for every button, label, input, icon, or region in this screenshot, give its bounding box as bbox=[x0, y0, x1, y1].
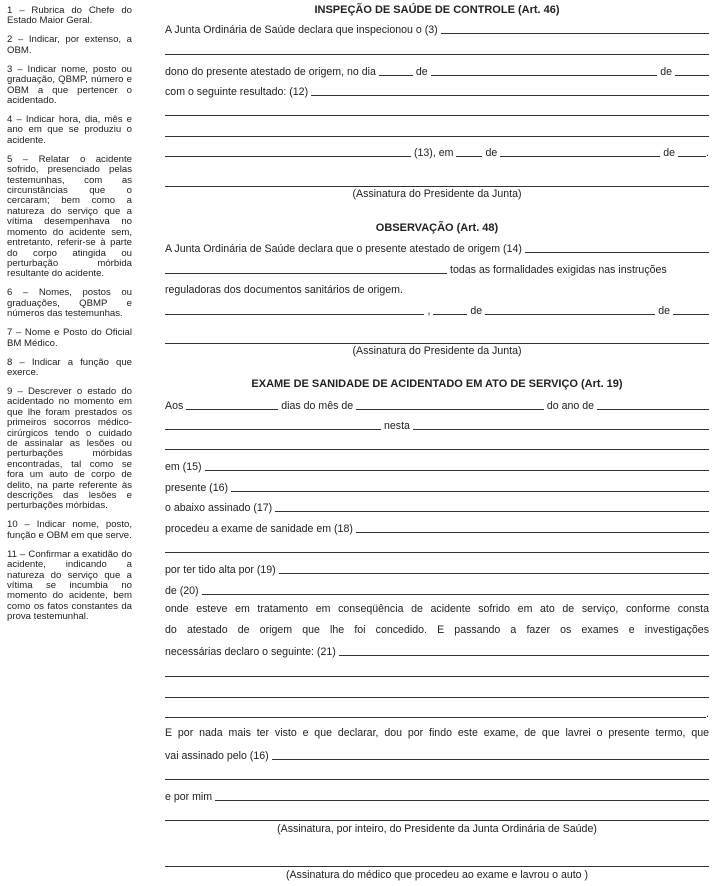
form-row bbox=[165, 706, 709, 720]
fill-line[interactable] bbox=[165, 717, 706, 718]
fill-line[interactable] bbox=[165, 779, 709, 780]
form-row bbox=[165, 748, 709, 762]
form-row bbox=[165, 459, 709, 473]
form-label: de bbox=[658, 305, 670, 317]
fill-line[interactable] bbox=[165, 115, 709, 116]
form-label: de bbox=[660, 66, 672, 78]
signature-line[interactable] bbox=[165, 866, 709, 867]
form-label: todas as formalidades exigidas nas instruções bbox=[450, 264, 667, 276]
paragraph-line: onde esteve em tratamento em conseqüência de acidente sofrido em ato de serviço, conforme consta bbox=[165, 603, 709, 615]
fill-line[interactable] bbox=[231, 491, 709, 492]
form-row bbox=[165, 64, 709, 78]
section-title-observacao: OBSERVAÇÃO (Art. 48) bbox=[375, 222, 499, 234]
form-label: de bbox=[485, 147, 498, 159]
footnote-1: 1 – Rubrica do Chefe do Estado Maior Geral. bbox=[7, 5, 132, 27]
form-row bbox=[165, 398, 709, 412]
form-row bbox=[165, 84, 709, 98]
fill-line[interactable] bbox=[186, 409, 278, 410]
form-row bbox=[165, 22, 709, 36]
form-label: Aos bbox=[165, 400, 184, 412]
form-row bbox=[165, 500, 709, 514]
form-label: vai assinado pelo (16) bbox=[165, 750, 269, 762]
form-label: procedeu a exame de sanidade em (18) bbox=[165, 523, 353, 535]
form-label: nesta bbox=[384, 420, 410, 432]
form-row bbox=[165, 282, 709, 296]
paragraph-line: E por nada mais ter visto e que declarar, dou por findo este exame, de que lavrei o presente termo, que bbox=[165, 727, 709, 739]
form-row bbox=[165, 480, 709, 494]
fill-line[interactable] bbox=[165, 314, 424, 315]
fill-line[interactable] bbox=[279, 573, 709, 574]
footnote-9: 9 – Descrever o estado do acidentado no momento em que lhe foram prestados os primeiros socorros médico-cirúrgicos tendo o cuidado de assinalar as lesões ou perturbações mórbidas encontradas, tal como se fora um auto de corpo de delito, na parte referente às descrições das lesões e perturbações mórbidas. bbox=[7, 385, 132, 512]
footnote-11: 11 – Confirmar a exatidão do acidente, indicando a natureza do serviço que a vítima se incumbia no momento do acidente, bem como os fatos constantes da prova testemunhal. bbox=[7, 548, 132, 623]
form-label: e por mim bbox=[165, 791, 213, 803]
form-label: do ano de bbox=[546, 400, 594, 412]
section-title-exame: EXAME DE SANIDADE DE ACIDENTADO EM ATO DE SERVIÇO (Art. 19) bbox=[251, 378, 623, 390]
fill-line-month[interactable] bbox=[431, 75, 658, 76]
fill-line-day[interactable] bbox=[379, 75, 413, 76]
form-label: em (15) bbox=[165, 461, 202, 473]
form-label: de (20) bbox=[165, 585, 199, 597]
form-row bbox=[165, 583, 709, 597]
fill-line[interactable] bbox=[165, 429, 381, 430]
signature-line[interactable] bbox=[165, 186, 709, 187]
form-row bbox=[165, 644, 709, 658]
fill-line[interactable] bbox=[165, 697, 709, 698]
signature-caption: (Assinatura do Presidente da Junta) bbox=[352, 345, 522, 357]
form-label: dias do mês de bbox=[281, 400, 354, 412]
fill-line[interactable] bbox=[272, 759, 709, 760]
fill-line[interactable] bbox=[165, 676, 709, 677]
form-label: com o seguinte resultado: (12) bbox=[165, 86, 309, 98]
form-label: dono do presente atestado de origem, no dia bbox=[165, 66, 376, 78]
fill-line[interactable] bbox=[413, 429, 709, 430]
footnote-3: 3 – Indicar nome, posto ou graduação, QBMP, número e OBM a que pertencer o acidentado. bbox=[7, 63, 132, 107]
signature-line[interactable] bbox=[165, 820, 709, 821]
fill-line-day[interactable] bbox=[433, 314, 467, 315]
fill-line[interactable] bbox=[525, 252, 709, 253]
fill-line[interactable] bbox=[356, 532, 709, 533]
form-label: A Junta Ordinária de Saúde declara que inspecionou o (3) bbox=[165, 24, 438, 36]
signature-caption: (Assinatura do médico que procedeu ao exame e lavrou o auto ) bbox=[285, 869, 589, 881]
fill-line-year[interactable] bbox=[678, 156, 706, 157]
form-label: reguladoras dos documentos sanitários de origem. bbox=[165, 284, 403, 296]
fill-line[interactable] bbox=[205, 470, 710, 471]
form-label: presente (16) bbox=[165, 482, 229, 494]
form-row bbox=[165, 562, 709, 576]
fill-line[interactable] bbox=[202, 594, 709, 595]
fill-line-month[interactable] bbox=[485, 314, 655, 315]
fill-line[interactable] bbox=[311, 95, 709, 96]
form-label: de bbox=[663, 147, 676, 159]
form-row bbox=[165, 418, 709, 432]
fill-line[interactable] bbox=[597, 409, 709, 410]
form-row bbox=[165, 262, 709, 276]
fill-line-year[interactable] bbox=[675, 75, 709, 76]
fill-line[interactable] bbox=[339, 655, 709, 656]
fill-line[interactable] bbox=[165, 273, 447, 274]
footnote-7: 7 – Nome e Posto do Oficial BM Médico. bbox=[7, 327, 132, 349]
form-label: o abaixo assinado (17) bbox=[165, 502, 273, 514]
fill-line[interactable] bbox=[441, 33, 709, 34]
fill-line[interactable] bbox=[356, 409, 544, 410]
form-row bbox=[165, 145, 709, 159]
footnote-5: 5 – Relatar o acidente sofrido, presenciado pelas testemunhas, com as circunstâncias que o cercaram; bem como a natureza do serviço que a vítima desempenhava no momento do acidente sem, entretanto, referir-se à parte do corpo atingida ou perturbação mórbida resultante do acidente. bbox=[7, 153, 132, 280]
footnotes-column bbox=[7, 6, 132, 631]
form-label: , bbox=[427, 305, 431, 317]
footnote-6: 6 – Nomes, postos ou graduações, QBMP e números das testemunhas. bbox=[7, 287, 132, 320]
signature-line[interactable] bbox=[165, 343, 709, 344]
fill-line[interactable] bbox=[215, 800, 709, 801]
fill-line[interactable] bbox=[165, 54, 709, 55]
fill-line[interactable] bbox=[165, 552, 709, 553]
signature-caption: (Assinatura, por inteiro, do Presidente da Junta Ordinária de Saúde) bbox=[277, 823, 597, 835]
fill-line-month[interactable] bbox=[500, 156, 660, 157]
section-title-inspecao: INSPEÇÃO DE SAÚDE DE CONTROLE (Art. 46) bbox=[314, 4, 560, 16]
fill-line[interactable] bbox=[275, 511, 709, 512]
form-label: de bbox=[415, 66, 428, 78]
form-label: A Junta Ordinária de Saúde declara que o presente atestado de origem (14) bbox=[165, 243, 522, 255]
fill-line[interactable] bbox=[165, 136, 709, 137]
paragraph-line: do atestado de origem que lhe foi concedido. E passando a fazer os exames e investigações bbox=[165, 624, 709, 636]
footnote-2: 2 – Indicar, por extenso, a OBM. bbox=[7, 34, 132, 56]
footnote-10: 10 – Indicar nome, posto, função e OBM em que serve. bbox=[7, 519, 132, 541]
signature-caption: (Assinatura do Presidente da Junta) bbox=[352, 188, 522, 200]
period: . bbox=[706, 708, 709, 720]
form-label: por ter tido alta por (19) bbox=[165, 564, 276, 576]
form-label: necessárias declaro o seguinte: (21) bbox=[165, 646, 336, 658]
fill-line-day[interactable] bbox=[456, 156, 482, 157]
form-row bbox=[165, 789, 709, 803]
fill-line-year[interactable] bbox=[673, 314, 709, 315]
form-label: (13), em bbox=[414, 147, 454, 159]
form-row bbox=[165, 241, 709, 255]
footnote-8: 8 – Indicar a função que exerce. bbox=[7, 356, 132, 378]
period: . bbox=[706, 147, 709, 159]
form-label: de bbox=[470, 305, 483, 317]
form-row bbox=[165, 303, 709, 317]
form-row bbox=[165, 521, 709, 535]
footnote-4: 4 – Indicar hora, dia, mês e ano em que se produziu o acidente. bbox=[7, 114, 132, 146]
fill-line[interactable] bbox=[165, 449, 709, 450]
fill-line[interactable] bbox=[165, 156, 411, 157]
